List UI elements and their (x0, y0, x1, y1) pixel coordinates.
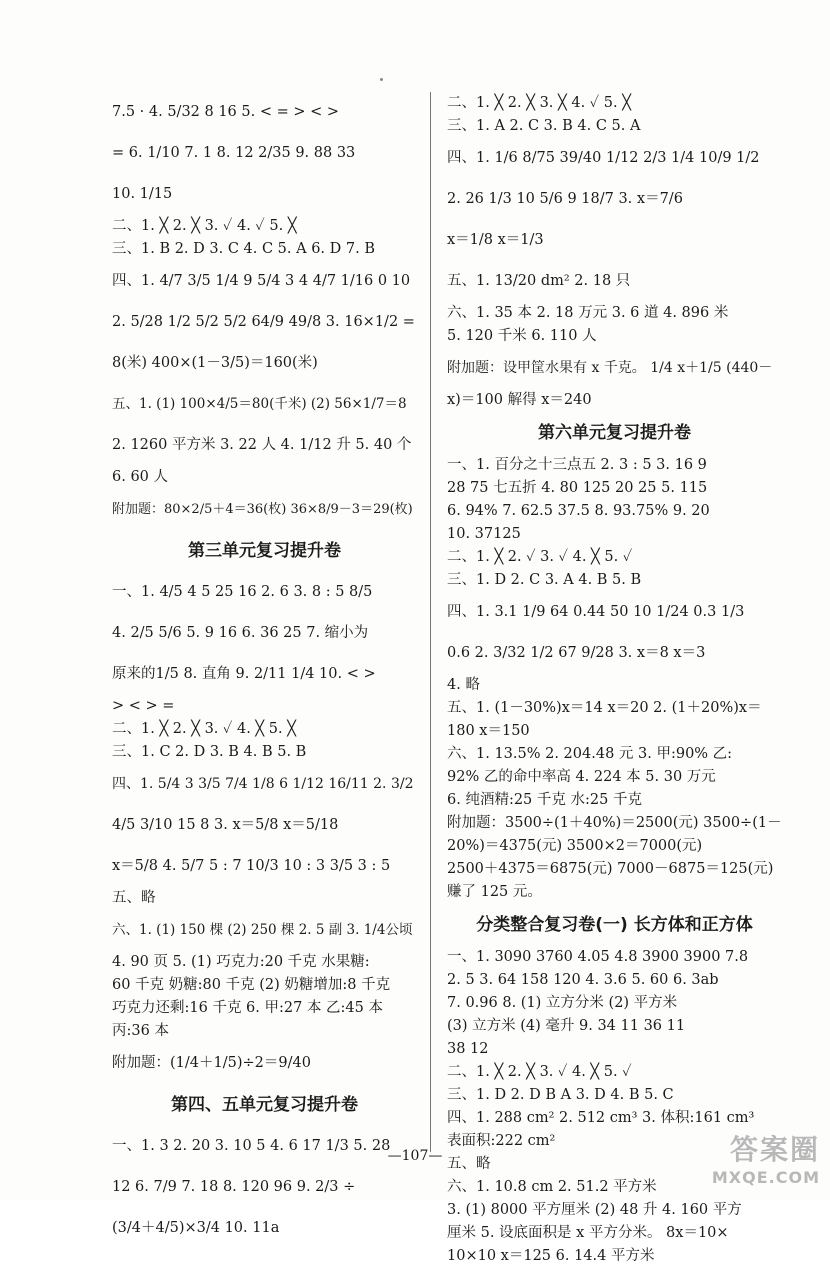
right-column (447, 92, 782, 1268)
answer-line: 二、1. ╳ 2. ✓ 3. ✓ 4. ╳ 5. ✓ (447, 549, 633, 565)
answer-line: 2500＋4375＝6875(元) 7000－6875＝125(元) (447, 861, 774, 877)
answer-line: 五、略 (447, 1156, 491, 1172)
answer-line: 38 12 (447, 1041, 489, 1057)
section-title: 分类整合复习卷(一) 长方体和正方体 (476, 915, 753, 935)
answer-line: 8(米) 400×(1－3/5)＝160(米) (112, 355, 318, 371)
section-title: 第三单元复习提升卷 (188, 541, 341, 561)
answer-line: 五、1. 13/20 dm² 2. 18 只 (447, 273, 631, 289)
answer-line: 附加题：设甲筐水果有 x 千克。 1/4 x＋1/5 (440－ (447, 360, 773, 376)
answer-line: 五、1. (1) 100×4/5＝80(千米) (2) 56×1/7＝8 (112, 396, 407, 412)
answer-line: 2. 1260 平方米 3. 22 人 4. 1/12 升 5. 40 个 (112, 437, 412, 453)
answer-line: 7. 0.96 8. (1) 立方分米 (2) 平方米 (447, 995, 678, 1011)
answer-line: 六、1. (1) 150 棵 (2) 250 棵 2. 5 副 3. 1/4公顷 (112, 922, 413, 938)
answer-line: 180 x＝150 (447, 723, 530, 739)
answer-line: 四、1. 1/6 8/75 39/40 1/12 2/3 1/4 10/9 1/2 (447, 150, 760, 166)
answer-line: 三、1. D 2. D B A 3. D 4. B 5. C (447, 1087, 674, 1103)
answer-line: 三、1. B 2. D 3. C 4. C 5. A 6. D 7. B (112, 241, 375, 257)
answer-line: 四、1. 5/4 3 3/5 7/4 1/8 6 1/12 16/11 2. 3/2 (112, 776, 414, 792)
answer-line: 二、1. ╳ 2. ╳ 3. ✓ 4. ✓ 5. ╳ (112, 218, 297, 234)
answer-line: 四、1. 4/7 3/5 1/4 9 5/4 3 4 4/7 1/16 0 10 (112, 273, 411, 289)
column-divider (430, 92, 431, 1152)
answer-line: (3/4＋4/5)×3/4 10. 11a (112, 1220, 280, 1236)
answer-line: 10. 1/15 (112, 186, 173, 202)
page-number: —107— (387, 1148, 443, 1164)
answer-line: 一、1. 3090 3760 4.05 4.8 3900 3900 7.8 (447, 949, 749, 965)
answer-line: 三、1. C 2. D 3. B 4. B 5. B (112, 744, 307, 760)
answer-line: 四、1. 288 cm² 2. 512 cm³ 3. 体积:161 cm³ (447, 1110, 755, 1126)
answer-line: 2. 5/28 1/2 5/2 5/2 64/9 49/8 3. 16×1/2 = (112, 314, 415, 330)
answer-line: 二、1. ╳ 2. ╳ 3. ✓ 4. ╳ 5. ╳ (112, 721, 296, 737)
answer-line: 3. (1) 8000 平方厘米 (2) 48 升 4. 160 平方 (447, 1202, 742, 1218)
answer-line: 赚了 125 元。 (447, 884, 542, 900)
answer-line: 五、1. (1－30%)x＝14 x＝20 2. (1＋20%)x＝ (447, 700, 762, 716)
answer-line: 六、1. 10.8 cm 2. 51.2 平方米 (447, 1179, 657, 1195)
watermark-text-bottom: MXQE.COM (711, 1168, 820, 1187)
answer-line: 丙:36 本 (112, 1023, 169, 1039)
answer-line: 12 6. 7/9 7. 18 8. 120 96 9. 2/3 ÷ (112, 1179, 356, 1195)
answer-line: 4. 略 (447, 677, 480, 693)
answer-line: 10. 37125 (447, 526, 521, 542)
scan-speck (380, 78, 383, 81)
answer-line: 三、1. D 2. C 3. A 4. B 5. B (447, 572, 642, 588)
section-title: 第六单元复习提升卷 (538, 423, 691, 443)
answer-line: 5. 120 千米 6. 110 人 (447, 328, 597, 344)
answer-line: 原来的1/5 8. 直角 9. 2/11 1/4 10. < > (112, 666, 376, 682)
answer-line: 20%)＝4375(元) 3500×2＝7000(元) (447, 838, 703, 854)
answer-line: 4. 90 页 5. (1) 巧克力:20 千克 水果糖: (112, 954, 370, 970)
answer-line: 一、1. 3 2. 20 3. 10 5 4. 6 17 1/3 5. 28 (112, 1138, 391, 1154)
answer-line: 六、1. 35 本 2. 18 万元 3. 6 道 4. 896 米 (447, 305, 729, 321)
answer-line: 四、1. 3.1 1/9 64 0.44 50 10 1/24 0.3 1/3 (447, 604, 745, 620)
answer-line: 二、1. ╳ 2. ╳ 3. ✓ 4. ╳ 5. ✓ (447, 1064, 632, 1080)
answer-line: x＝5/8 4. 5/7 5 : 7 10/3 10 : 3 3/5 3 : 5 (112, 858, 391, 874)
answer-line: 10×10 x＝125 6. 14.4 平方米 (447, 1248, 655, 1264)
answer-line: 五、略 (112, 890, 156, 906)
answer-line: 一、1. 4/5 4 5 25 16 2. 6 3. 8 : 5 8/5 (112, 584, 373, 600)
answer-line: 附加题：3500÷(1＋40%)＝2500(元) 3500÷(1－ (447, 815, 782, 831)
answer-line: > < > = (112, 698, 175, 714)
answer-line: (3) 立方米 (4) 毫升 9. 34 11 36 11 (447, 1018, 686, 1034)
answer-line: 一、1. 百分之十三点五 2. 3 : 5 3. 16 9 (447, 457, 707, 473)
answer-line: 92% 乙的命中率高 4. 224 本 5. 30 万元 (447, 769, 716, 785)
answer-line: 附加题：80×2/5＋4＝36(枚) 36×8/9－3＝29(枚) (112, 502, 413, 517)
answer-line: 三、1. A 2. C 3. B 4. C 5. A (447, 118, 641, 134)
answer-line: x＝1/8 x＝1/3 (447, 232, 544, 248)
answer-line: x)＝100 解得 x＝240 (447, 392, 592, 408)
section-title: 第四、五单元复习提升卷 (171, 1095, 358, 1115)
answer-line: 60 千克 奶糖:80 千克 (2) 奶糖增加:8 千克 (112, 977, 391, 993)
answer-line: 厘米 5. 设底面积是 x 平方分米。 8x＝10× (447, 1225, 729, 1241)
answer-line: 附加题：(1/4＋1/5)÷2＝9/40 (112, 1055, 311, 1071)
answer-line: = 6. 1/10 7. 1 8. 12 2/35 9. 88 33 (112, 145, 356, 161)
answer-line: 6. 纯酒精:25 千克 水:25 千克 (447, 792, 642, 808)
answer-line: 2. 26 1/3 10 5/6 9 18/7 3. x＝7/6 (447, 191, 683, 207)
answer-line: 表面积:222 cm² (447, 1133, 556, 1149)
answer-line: 4. 2/5 5/6 5. 9 16 6. 36 25 7. 缩小为 (112, 625, 369, 641)
watermark-text-top: 答案圈 (729, 1133, 820, 1166)
left-column (112, 92, 417, 1249)
answer-line: 4/5 3/10 15 8 3. x＝5/8 x＝5/18 (112, 817, 339, 833)
answer-line: 7.5 · 4. 5/32 8 16 5. < = > < > (112, 104, 340, 120)
watermark-logo (675, 1128, 820, 1192)
answer-line: 巧克力还剩:16 千克 6. 甲:27 本 乙:45 本 (112, 1000, 383, 1016)
answer-line: 0.6 2. 3/32 1/2 67 9/28 3. x＝8 x＝3 (447, 645, 706, 661)
answer-line: 二、1. ╳ 2. ╳ 3. ╳ 4. ✓ 5. ╳ (447, 95, 631, 111)
answer-line: 28 75 七五折 4. 80 125 20 25 5. 115 (447, 480, 708, 496)
answer-line: 2. 5 3. 64 158 120 4. 3.6 5. 60 6. 3ab (447, 972, 719, 988)
answer-line: 6. 60 人 (112, 469, 169, 485)
answer-line: 六、1. 13.5% 2. 204.48 元 3. 甲:90% 乙: (447, 746, 733, 762)
answer-line: 6. 94% 7. 62.5 37.5 8. 93.75% 9. 20 (447, 503, 710, 519)
